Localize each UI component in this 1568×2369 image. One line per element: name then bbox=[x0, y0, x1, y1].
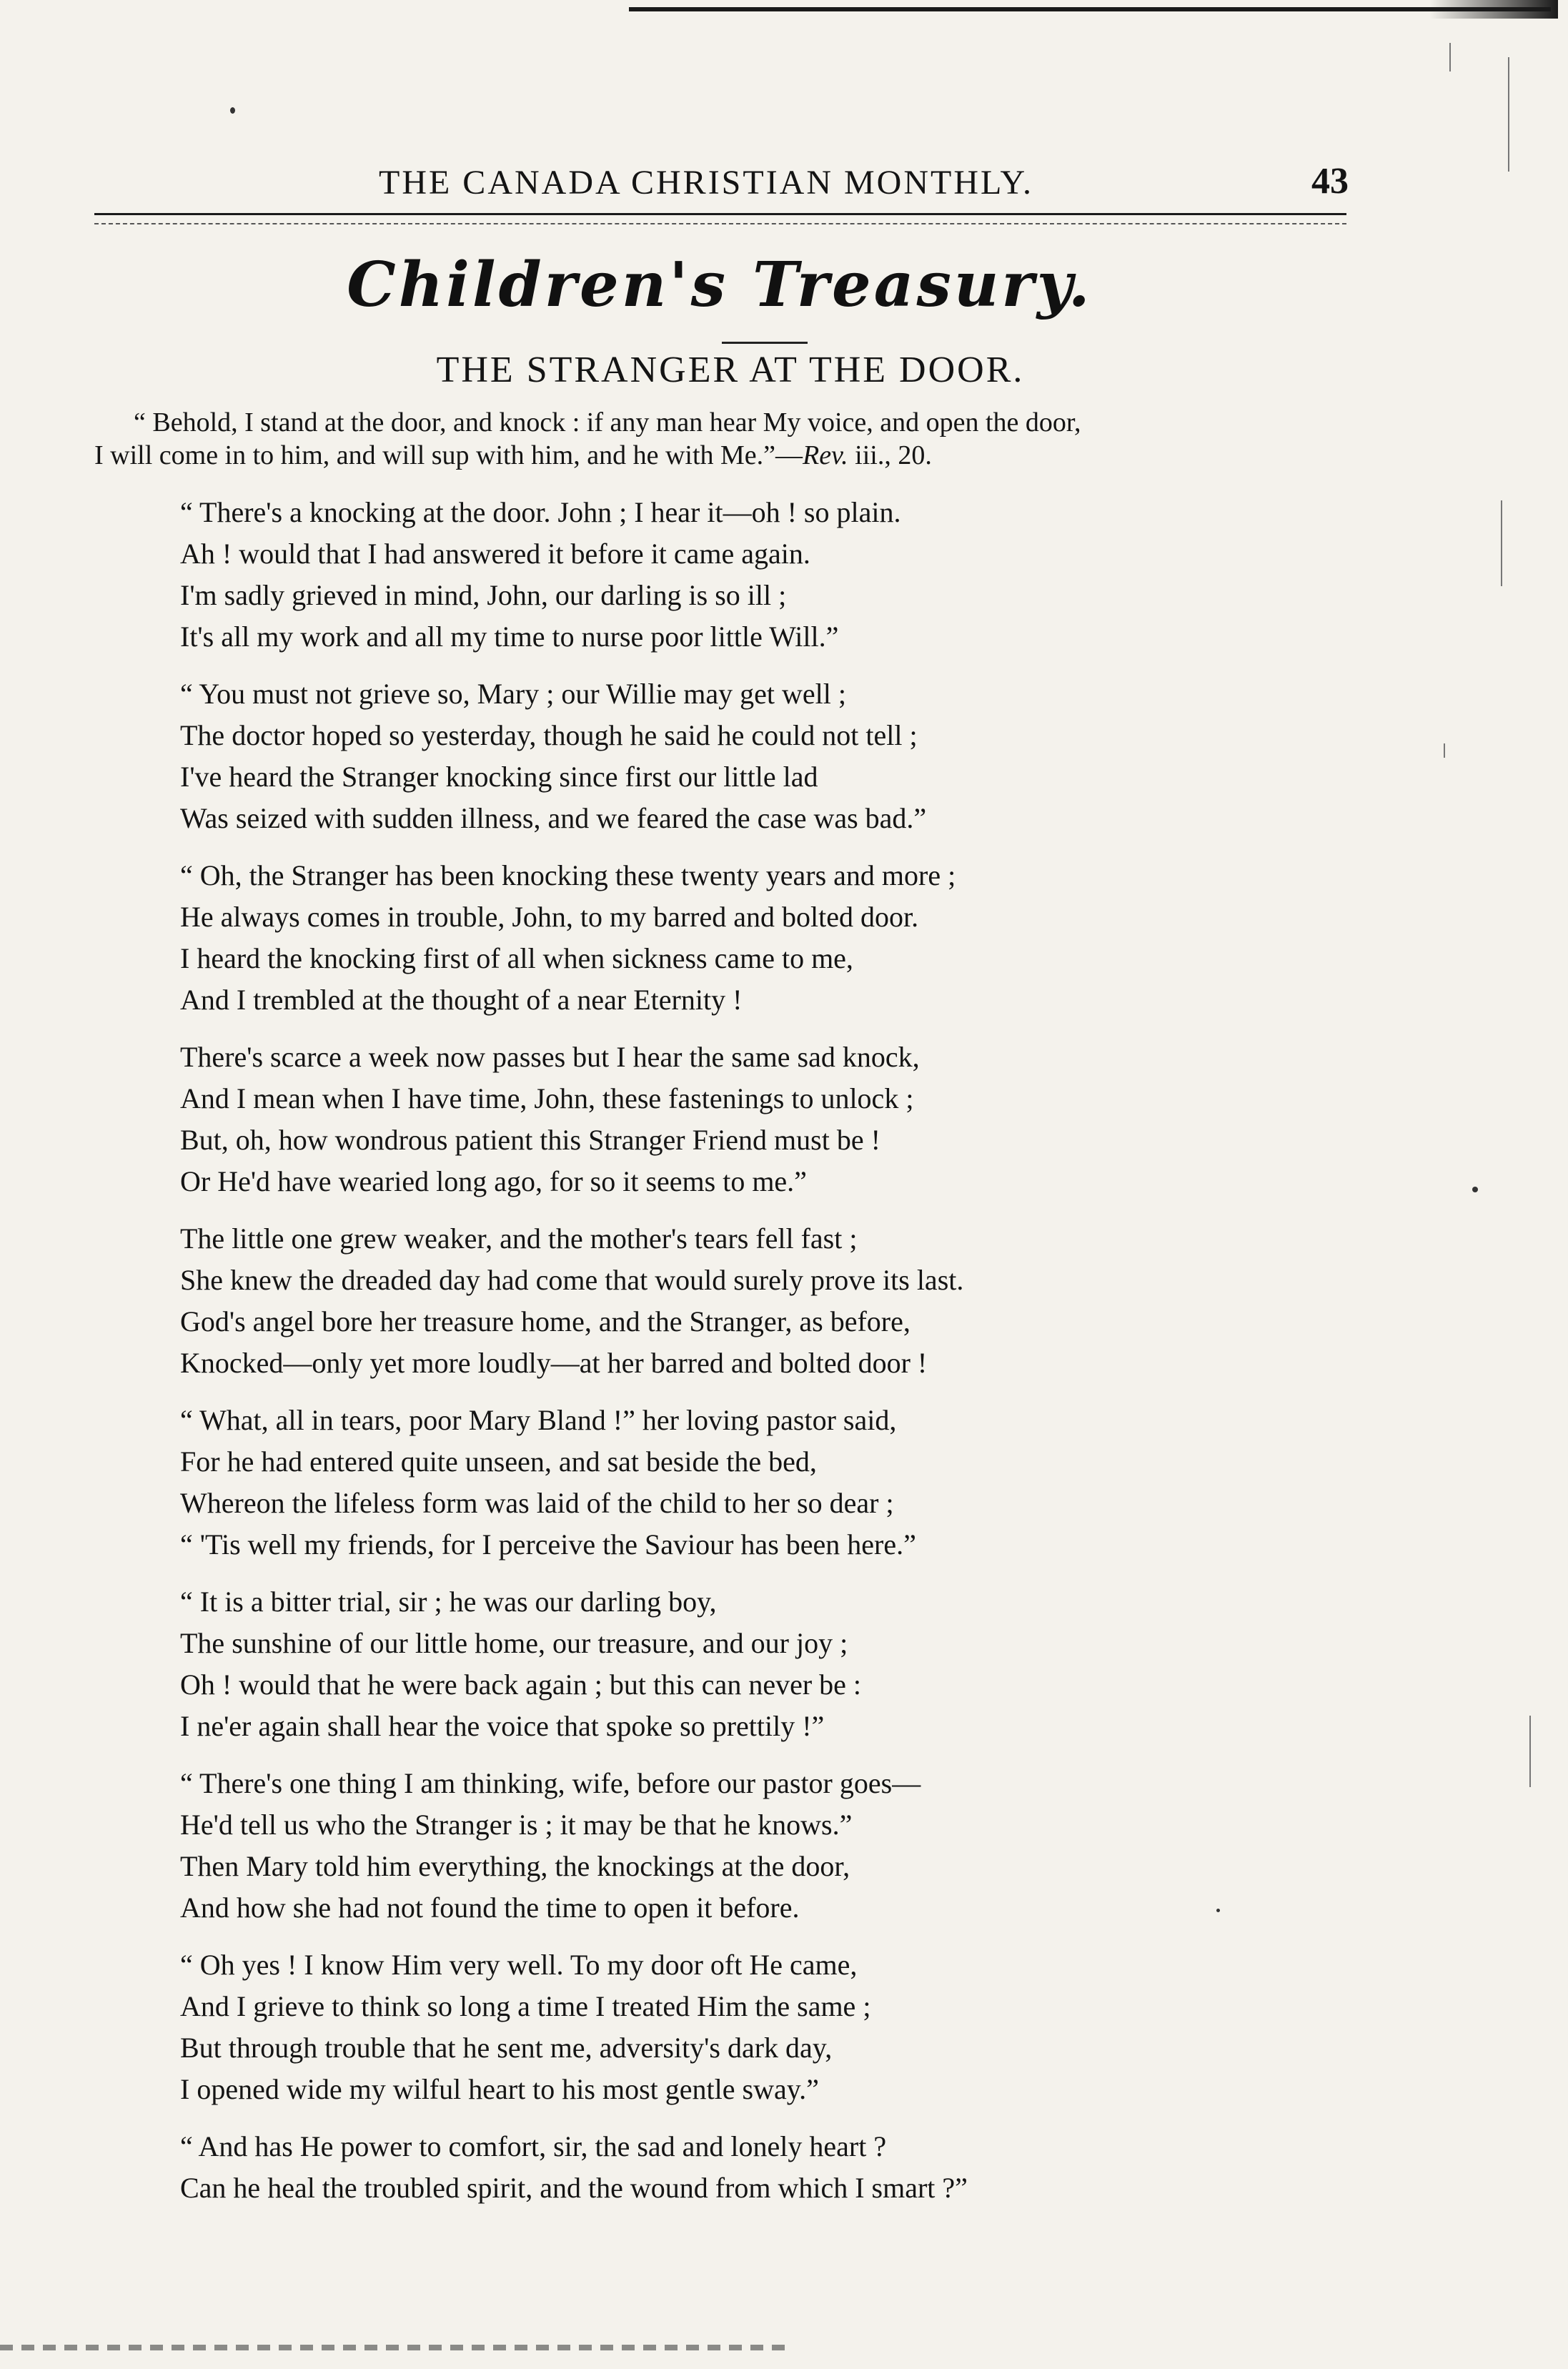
ink-speck bbox=[1216, 1909, 1220, 1912]
poem-line: I'm sadly grieved in mind, John, our darling is so ill ; bbox=[180, 579, 787, 611]
poem-line: She knew the dreaded day had come that would surely prove its last. bbox=[180, 1264, 964, 1296]
poem-line: And I trembled at the thought of a near Eternity ! bbox=[180, 984, 743, 1016]
poem-line: “ And has He power to comfort, sir, the sad and lonely heart ? bbox=[180, 2130, 887, 2162]
running-head: THE CANADA CHRISTIAN MONTHLY. bbox=[379, 164, 1033, 202]
poem-line: Then Mary told him everything, the knockings at the door, bbox=[180, 1850, 850, 1882]
epigraph bbox=[94, 406, 1351, 472]
poem-line: “ There's a knocking at the door. John ; I hear it—oh ! so plain. bbox=[180, 496, 901, 528]
poem-title bbox=[0, 349, 1568, 391]
top-edge-rule-fade bbox=[1429, 0, 1558, 19]
ink-speck bbox=[1472, 1187, 1478, 1192]
poem-line: For he had entered quite unseen, and sat beside the bed, bbox=[180, 1445, 817, 1478]
poem-line: Can he heal the troubled spirit, and the wound from which I smart ?” bbox=[180, 2172, 968, 2204]
poem-line: I opened wide my wilful heart to his most gentle sway.” bbox=[180, 2073, 819, 2105]
stanza bbox=[180, 1400, 1324, 1566]
margin-mark bbox=[1449, 43, 1451, 71]
stanza bbox=[180, 1218, 1324, 1384]
epigraph-line: “ Behold, I stand at the door, and knock : if any man hear My voice, and open the door, bbox=[134, 407, 1081, 437]
poem-line: The sunshine of our little home, our treasure, and our joy ; bbox=[180, 1627, 848, 1659]
bottom-edge-smudge bbox=[0, 2345, 786, 2350]
poem-line: Oh ! would that he were back again ; but this can never be : bbox=[180, 1668, 862, 1701]
page-number: 43 bbox=[1311, 161, 1349, 202]
header-rule-dashed bbox=[94, 223, 1346, 224]
poem-title-text: THE STRANGER AT THE DOOR. bbox=[436, 350, 1025, 390]
epigraph-reference: iii., 20. bbox=[848, 440, 932, 470]
poem-line: He always comes in trouble, John, to my barred and bolted door. bbox=[180, 901, 919, 933]
poem-line: But, oh, how wondrous patient this Stranger Friend must be ! bbox=[180, 1124, 880, 1156]
ink-speck bbox=[230, 107, 235, 114]
section-title bbox=[0, 249, 1568, 321]
poem-line: And how she had not found the time to open it before. bbox=[180, 1891, 800, 1924]
poem-body bbox=[180, 492, 1324, 2225]
epigraph-text: I will come in to him, and will sup with him, and he with Me.”— bbox=[94, 440, 803, 470]
poem-line: He'd tell us who the Stranger is ; it may be that he knows.” bbox=[180, 1809, 853, 1841]
poem-line: “ It is a bitter trial, sir ; he was our darling boy, bbox=[180, 1586, 717, 1618]
poem-line: Whereon the lifeless form was laid of the child to her so dear ; bbox=[180, 1487, 894, 1519]
epigraph-line bbox=[94, 439, 1351, 472]
poem-line: Ah ! would that I had answered it before it came again. bbox=[180, 538, 810, 570]
stanza bbox=[180, 1763, 1324, 1929]
stanza bbox=[180, 1581, 1324, 1747]
poem-line: The little one grew weaker, and the mother's tears fell fast ; bbox=[180, 1222, 858, 1255]
poem-line: Knocked—only yet more loudly—at her barred and bolted door ! bbox=[180, 1347, 928, 1379]
top-edge-rule bbox=[629, 7, 1551, 11]
poem-line: “ What, all in tears, poor Mary Bland !” her loving pastor said, bbox=[180, 1404, 897, 1436]
poem-line: Or He'd have wearied long ago, for so it seems to me.” bbox=[180, 1165, 807, 1197]
poem-line: And I grieve to think so long a time I treated Him the same ; bbox=[180, 1990, 871, 2022]
header-rule bbox=[94, 213, 1346, 215]
poem-line: It's all my work and all my time to nurse poor little Will.” bbox=[180, 620, 839, 653]
poem-line: Was seized with sudden illness, and we feared the case was bad.” bbox=[180, 802, 927, 834]
poem-line: But through trouble that he sent me, adversity's dark day, bbox=[180, 2032, 833, 2064]
epigraph-citation: Rev. bbox=[803, 440, 848, 470]
poem-line: I heard the knocking first of all when sickness came to me, bbox=[180, 942, 853, 974]
poem-line: “ 'Tis well my friends, for I perceive the Saviour has been here.” bbox=[180, 1528, 916, 1561]
stanza bbox=[180, 2126, 1324, 2209]
poem-line: There's scarce a week now passes but I hear the same sad knock, bbox=[180, 1041, 920, 1073]
margin-mark bbox=[1508, 57, 1509, 172]
poem-line: “ Oh, the Stranger has been knocking these twenty years and more ; bbox=[180, 859, 956, 891]
poem-line: “ There's one thing I am thinking, wife, before our pastor goes— bbox=[180, 1767, 921, 1799]
poem-line: “ Oh yes ! I know Him very well. To my door oft He came, bbox=[180, 1949, 858, 1981]
poem-line: I've heard the Stranger knocking since first our little lad bbox=[180, 761, 818, 793]
poem-line: “ You must not grieve so, Mary ; our Willie may get well ; bbox=[180, 678, 846, 710]
stanza bbox=[180, 1037, 1324, 1202]
poem-line: God's angel bore her treasure home, and the Stranger, as before, bbox=[180, 1305, 910, 1337]
margin-mark bbox=[1444, 743, 1445, 758]
stanza bbox=[180, 1944, 1324, 2110]
poem-line: The doctor hoped so yesterday, though he said he could not tell ; bbox=[180, 719, 918, 751]
stanza bbox=[180, 492, 1324, 658]
poem-line: And I mean when I have time, John, these fastenings to unlock ; bbox=[180, 1082, 914, 1114]
stanza bbox=[180, 855, 1324, 1021]
title-divider bbox=[722, 342, 808, 344]
margin-mark bbox=[1529, 1716, 1531, 1787]
section-title-text: Children's Treasury. bbox=[347, 249, 1093, 321]
poem-line: I ne'er again shall hear the voice that spoke so prettily !” bbox=[180, 1710, 825, 1742]
stanza bbox=[180, 673, 1324, 839]
margin-mark bbox=[1501, 500, 1502, 586]
